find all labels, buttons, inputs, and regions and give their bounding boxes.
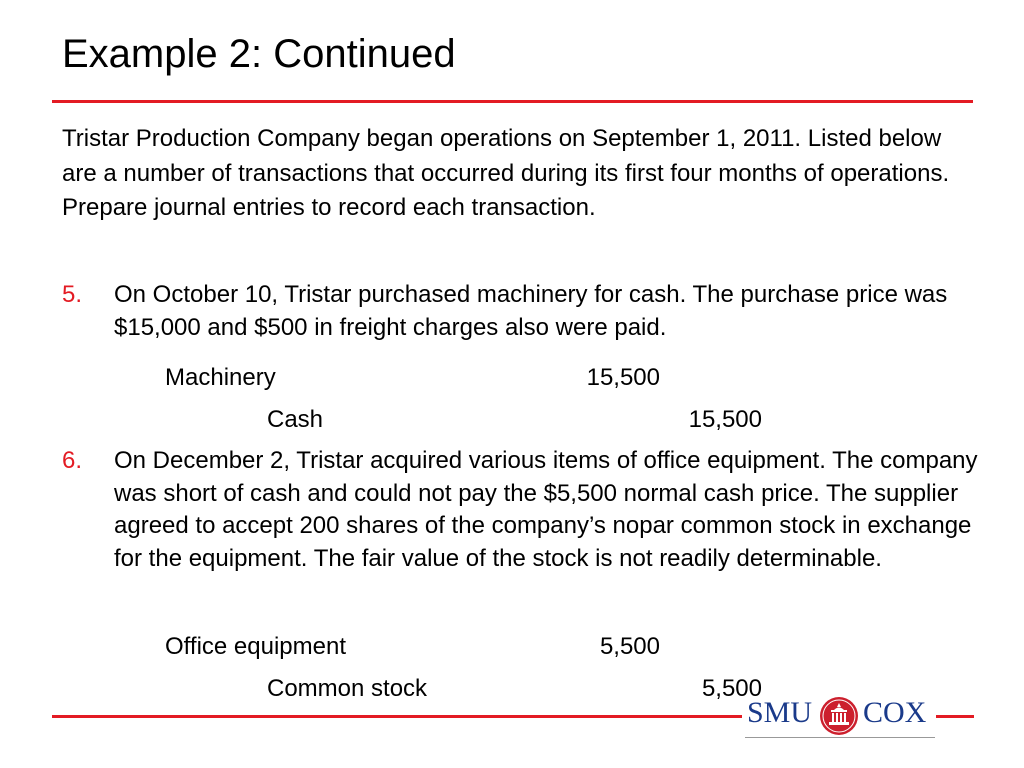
transaction-item-5: [62, 279, 982, 344]
logo-underline: [745, 737, 935, 738]
logo-text-right: COX: [863, 696, 927, 729]
title-divider: [52, 100, 973, 103]
dallas-hall-seal-icon: [819, 696, 859, 736]
journal-account-debit: Machinery: [165, 364, 276, 391]
journal-account-credit: Common stock: [267, 675, 428, 702]
footer-divider-left: [52, 715, 742, 718]
logo-text-left: SMU: [747, 696, 813, 729]
journal-account-credit: Cash: [267, 406, 324, 433]
item-number: 5.: [62, 281, 83, 308]
journal-debit-amount: 5,500: [599, 633, 660, 660]
item-text: On October 10, Tristar purchased machinery for cash. The purchase price was $15,000 and $500 in freight charges also were paid.: [114, 281, 948, 341]
item-number: 6.: [62, 447, 83, 474]
transaction-item-6: [62, 445, 982, 575]
footer-divider-right: [936, 715, 974, 718]
slide-title: Example 2: Continued: [62, 32, 456, 76]
smu-cox-logo: [745, 694, 935, 738]
journal-credit-amount: 5,500: [701, 675, 762, 702]
journal-debit-amount: 15,500: [586, 364, 660, 391]
intro-paragraph: Tristar Production Company began operations on September 1, 2011. Listed below are a number of transactions that occurred during its first four months of operations. Prepare journal entries to record each transaction.: [62, 125, 950, 221]
item-text: On December 2, Tristar acquired various items of office equipment. The company was short of cash and could not pay the $5,500 normal cash price. The supplier agreed to accept 200 shares of the company’s nopar common stock in exchange for the equipment. The fair value of the stock is not readily determinable.: [114, 447, 978, 572]
journal-credit-amount: 15,500: [688, 406, 762, 433]
journal-account-debit: Office equipment: [165, 633, 346, 660]
